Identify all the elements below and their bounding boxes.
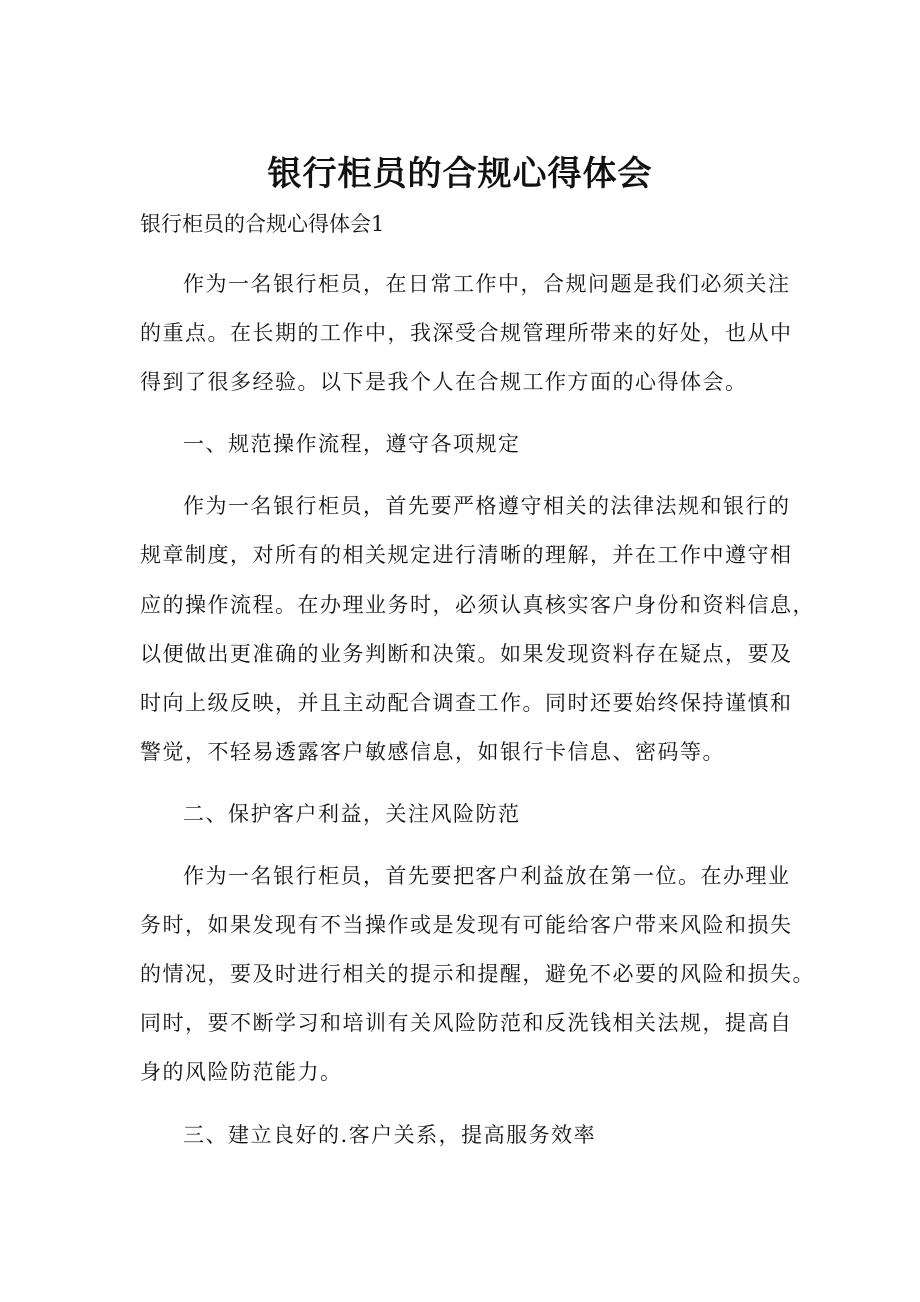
- section-heading-2: 二、保护客户利益，关注风险防范: [183, 802, 521, 826]
- paragraph-2-line-1: 作为一名银行柜员，首先要严格遵守相关的法律法规和银行的: [183, 494, 791, 518]
- paragraph-3-line-5: 身的风险防范能力。: [140, 1060, 343, 1084]
- paragraph-3-line-2: 务时，如果发现有不当操作或是发现有可能给客户带来风险和损失: [140, 913, 793, 937]
- document-subtitle: 银行柜员的合规心得体会1: [140, 212, 385, 236]
- paragraph-1-line-2: 的重点。在长期的工作中，我深受合规管理所带来的好处，也从中: [140, 321, 793, 345]
- paragraph-3-line-1: 作为一名银行柜员，首先要把客户利益放在第一位。在办理业: [183, 864, 791, 888]
- document-title: 银行柜员的合规心得体会: [267, 154, 653, 194]
- paragraph-3-line-4: 同时，要不断学习和培训有关风险防范和反洗钱相关法规，提高自: [140, 1011, 793, 1035]
- paragraph-2-line-4: 以便做出更准确的业务判断和决策。如果发现资料存在疑点，要及: [140, 642, 793, 666]
- paragraph-2-line-6: 警觉，不轻易透露客户敏感信息，如银行卡信息、密码等。: [140, 740, 725, 764]
- paragraph-2-line-2: 规章制度，对所有的相关规定进行清晰的理解，并在工作中遵守相: [140, 543, 793, 567]
- paragraph-1-line-1: 作为一名银行柜员，在日常工作中，合规问题是我们必须关注: [183, 272, 791, 296]
- paragraph-2-line-5: 时向上级反映，并且主动配合调查工作。同时还要始终保持谨慎和: [140, 691, 793, 715]
- paragraph-1-line-3: 得到了很多经验。以下是我个人在合规工作方面的心得体会。: [140, 370, 748, 394]
- paragraph-2-line-3: 应的操作流程。在办理业务时，必须认真核实客户身份和资料信息，: [140, 593, 815, 617]
- section-heading-1: 一、规范操作流程，遵守各项规定: [183, 432, 521, 456]
- section-heading-3: 三、建立良好的.客户关系，提高服务效率: [183, 1123, 597, 1147]
- paragraph-3-line-3: 的情况，要及时进行相关的提示和提醒，避免不必要的风险和损失。: [140, 962, 815, 986]
